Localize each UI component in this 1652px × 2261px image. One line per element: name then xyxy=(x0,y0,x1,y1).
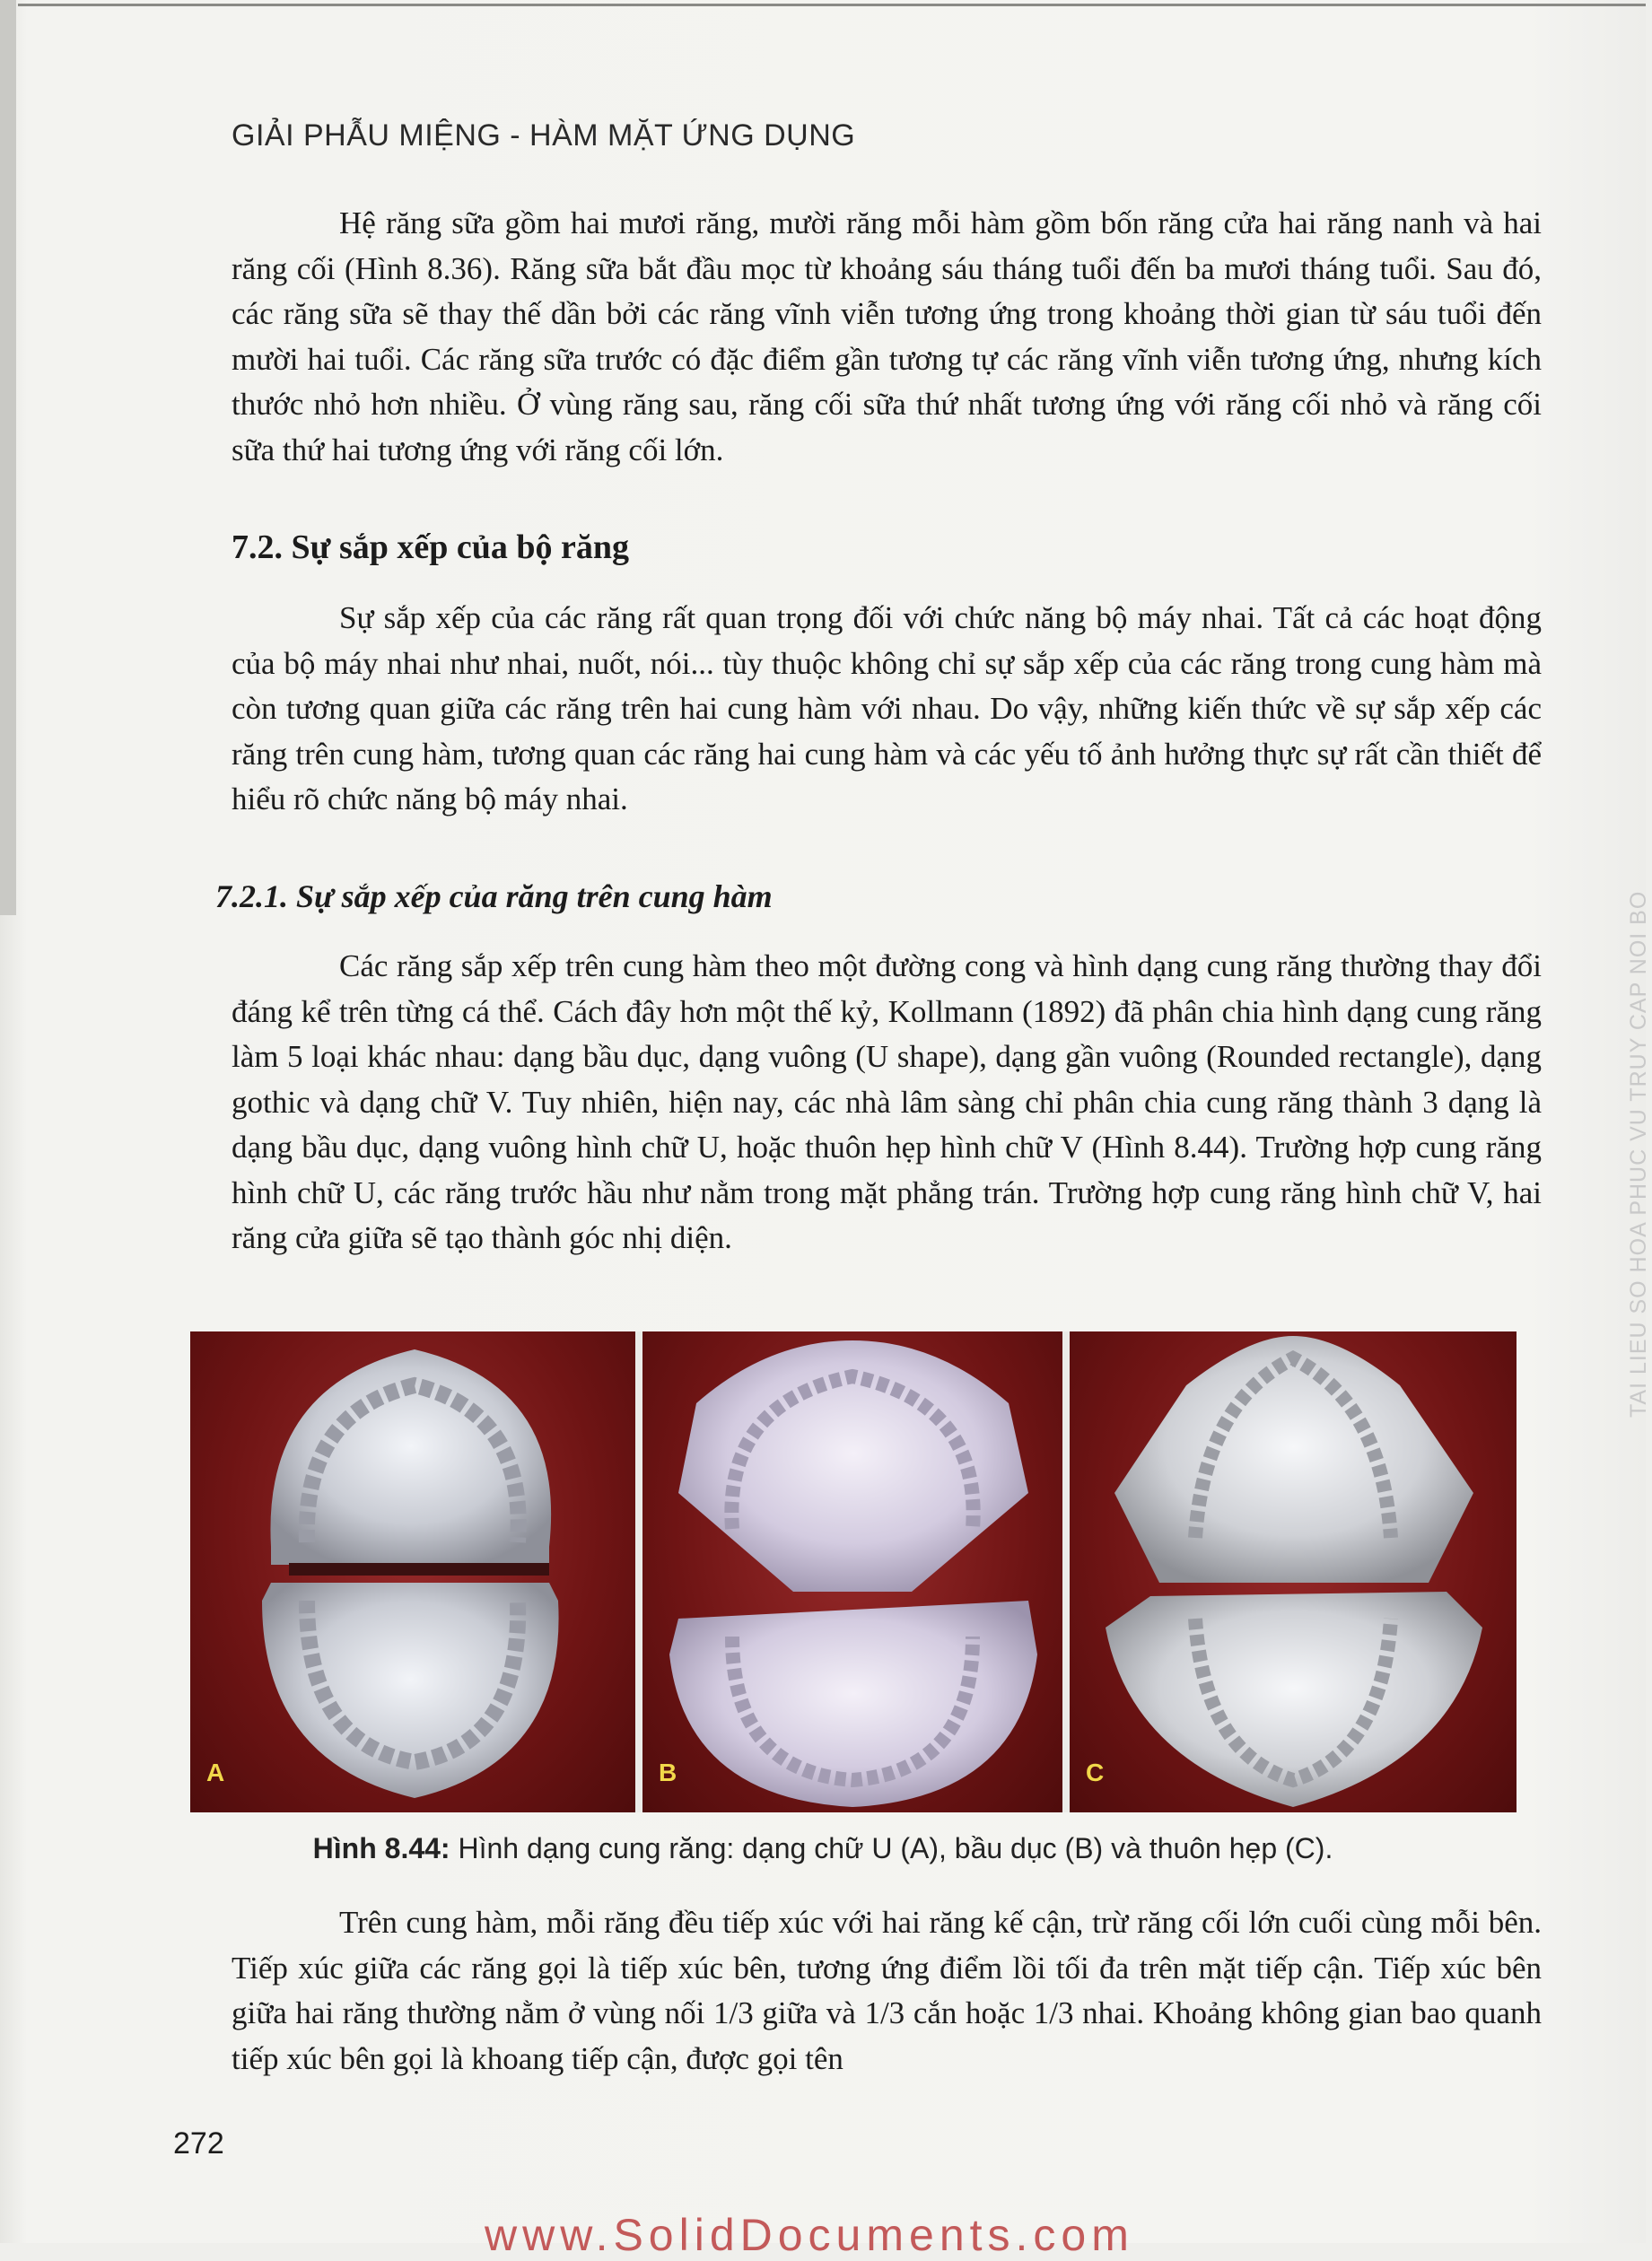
section-heading-7-2: 7.2. Sự sắp xếp của bộ răng xyxy=(232,528,629,566)
subsection-heading-7-2-1: 7.2.1. Sự sắp xếp của răng trên cung hàm xyxy=(215,878,773,914)
dental-cast-ovoid xyxy=(642,1331,1062,1812)
figure-panel-a xyxy=(190,1331,635,1812)
dental-cast-v-shape xyxy=(1070,1331,1517,1812)
running-header: GIẢI PHẪU MIỆNG - HÀM MẶT ỨNG DỤNG xyxy=(232,118,856,153)
caption-text: Hình dạng cung răng: dạng chữ U (A), bầu dục (B) và thuôn hẹp (C). xyxy=(450,1832,1333,1864)
panel-label-a: A xyxy=(206,1759,225,1786)
page-number: 272 xyxy=(173,2126,224,2161)
paragraph-arrangement-importance: Sự sắp xếp của các răng rất quan trọng đối với chức năng bộ máy nhai. Tất cả các hoạt động của bộ máy nhai như nhai, nuốt, nói... tùy thuộc không chỉ sự sắp xếp của các răng trong cung hàm mà còn tương quan giữa các răng trên hai cung hàm với nhau. Do vậy, những kiến thức về sự sắp xếp các răng trên cung hàm, tương quan các răng hai cung hàm và các yếu tố ảnh hưởng thực sự rất cần thiết để hiểu rõ chức năng bộ máy nhai. xyxy=(232,600,1542,816)
dental-cast-u-shape xyxy=(190,1331,635,1812)
panel-label-b: B xyxy=(659,1759,677,1786)
paragraph-arch-shapes: Các răng sắp xếp trên cung hàm theo một đường cong và hình dạng cung răng thường thay đổi đáng kể trên từng cá thể. Cách đây hơn một thế kỷ, Kollmann (1892) đã phân chia hình dạng cung răng làm 5 loại khác nhau: dạng bầu dục, dạng vuông (U shape), dạng gần vuông (Rounded rectangle), dạng gothic và dạng chữ V. Tuy nhiên, hiện nay, các nhà lâm sàng chỉ phân chia cung răng thành 3 dạng là dạng bầu dục, dạng vuông hình chữ U, hoặc thuôn hẹp hình chữ V (Hình 8.44). Trường hợp cung răng hình chữ U, các răng trước hầu như nằm trong mặt phẳng trán. Trường hợp cung răng hình chữ V, hai răng cửa giữa sẽ tạo thành góc nhị diện. xyxy=(232,948,1542,1255)
bottom-watermark: www.SolidDocuments.com xyxy=(485,2210,1134,2260)
top-rule xyxy=(18,4,1646,6)
panel-label-c: C xyxy=(1086,1759,1105,1786)
paragraph-contact-points: Trên cung hàm, mỗi răng đều tiếp xúc với hai răng kế cận, trừ răng cối lớn cuối cùng mỗi bên. Tiếp xúc giữa các răng gọi là tiếp xúc bên, tương ứng điểm lồi tối đa trên mặt tiếp cận. Tiếp xúc bên giữa hai răng thường nằm ở vùng nối 1/3 giữa và 1/3 cắn hoặc 1/3 nhai. Khoảng không gian bao quanh tiếp xúc bên gọi là khoang tiếp cận, được gọi tên xyxy=(232,1905,1542,2076)
caption-label: Hình 8.44: xyxy=(312,1832,450,1864)
side-watermark: TAI LIEU SO HOA PHUC VU TRUY CAP NOI BO xyxy=(1626,890,1651,1418)
figure-panel-c xyxy=(1070,1331,1517,1812)
figure-8-44 xyxy=(190,1331,1517,1812)
scan-edge-shadow xyxy=(0,0,16,915)
paragraph-primary-dentition: Hệ răng sữa gồm hai mươi răng, mười răng mỗi hàm gồm bốn răng cửa hai răng nanh và hai răng cối (Hình 8.36). Răng sữa bắt đầu mọc từ khoảng sáu tháng tuổi đến ba mươi tháng tuổi. Sau đó, các răng sữa sẽ thay thế dần bởi các răng vĩnh viễn tương ứng trong khoảng thời gian từ sáu tuổi đến mười hai tuổi. Các răng sữa trước có đặc điểm gần tương tự các răng vĩnh viễn tương ứng, nhưng kích thước nhỏ hơn nhiều. Ở vùng răng sau, răng cối sữa thứ nhất tương ứng với răng cối nhỏ và răng cối sữa thứ hai tương ứng với răng cối lớn. xyxy=(232,205,1542,467)
figure-panel-b xyxy=(642,1331,1062,1812)
figure-caption xyxy=(0,1832,1646,1865)
